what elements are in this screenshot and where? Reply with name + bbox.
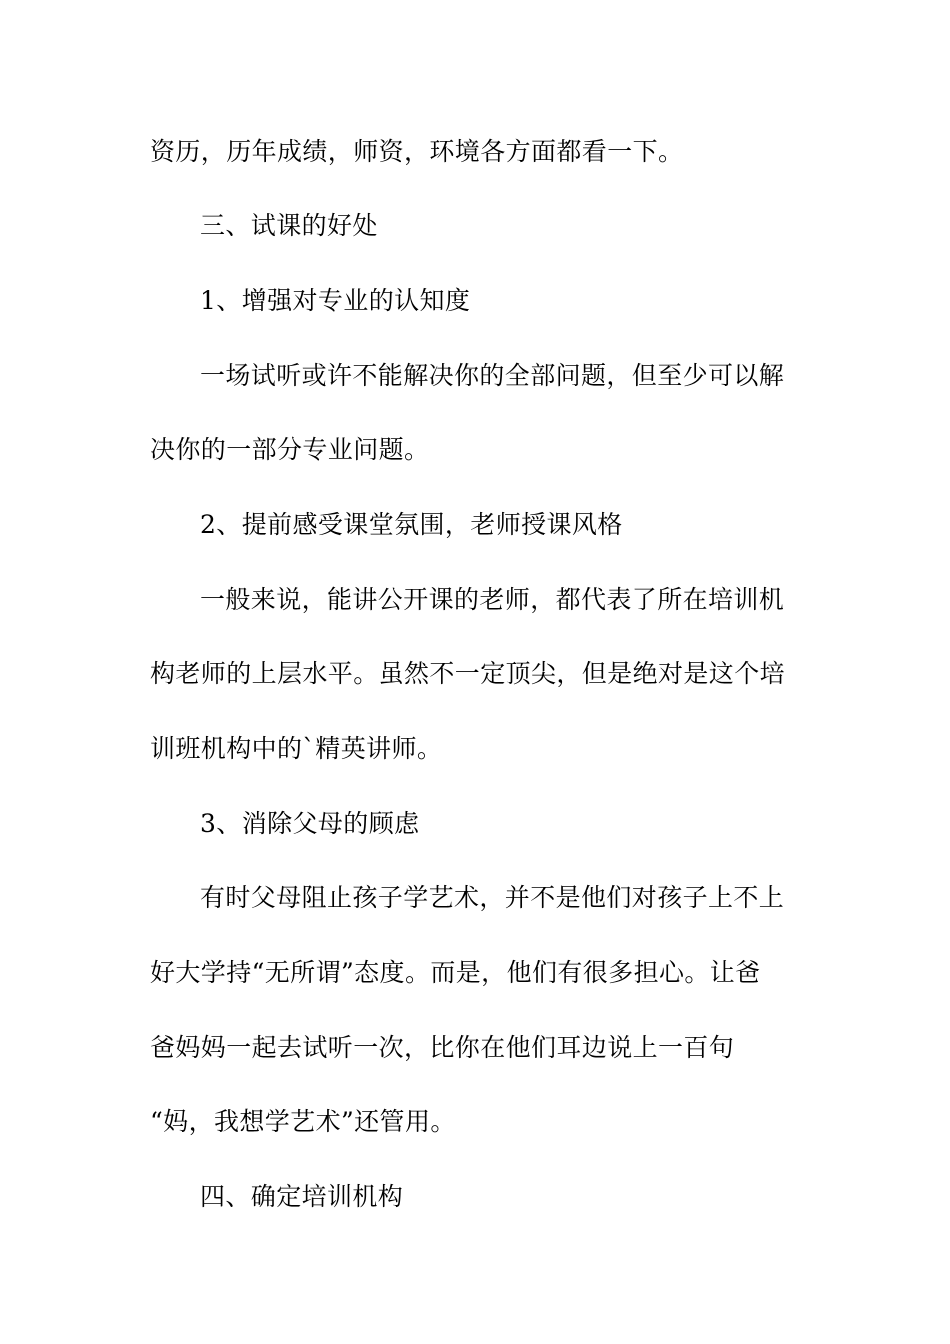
paragraph-line: 资历，历年成绩，师资，环境各方面都看一下。 <box>150 137 684 166</box>
subsection-heading: 1、增强对专业的认知度 <box>200 286 471 315</box>
section-heading: 三、试课的好处 <box>200 211 378 240</box>
paragraph-line: 训班机构中的`精英讲师。 <box>150 734 443 763</box>
paragraph-line: 有时父母阻止孩子学艺术，并不是他们对孩子上不上 <box>200 883 785 912</box>
paragraph-line: 一般来说，能讲公开课的老师，都代表了所在培训机 <box>200 585 785 614</box>
subsection-heading: 2、提前感受课堂氛围，老师授课风格 <box>200 510 623 539</box>
subsection-heading: 3、消除父母的顾虑 <box>200 809 420 838</box>
paragraph-line: 爸妈妈一起去试听一次，比你在他们耳边说上一百句 <box>150 1033 735 1062</box>
paragraph-line: 构老师的上层水平。虽然不一定顶尖，但是绝对是这个培 <box>150 659 786 688</box>
paragraph-line: 一场试听或许不能解决你的全部问题，但至少可以解 <box>200 361 785 390</box>
paragraph-line: 好大学持“无所谓”态度。而是，他们有很多担心。让爸 <box>150 958 761 987</box>
paragraph-line: “妈，我想学艺术”还管用。 <box>150 1107 456 1136</box>
section-heading: 四、确定培训机构 <box>200 1182 404 1211</box>
paragraph-line: 决你的一部分专业问题。 <box>150 435 430 464</box>
